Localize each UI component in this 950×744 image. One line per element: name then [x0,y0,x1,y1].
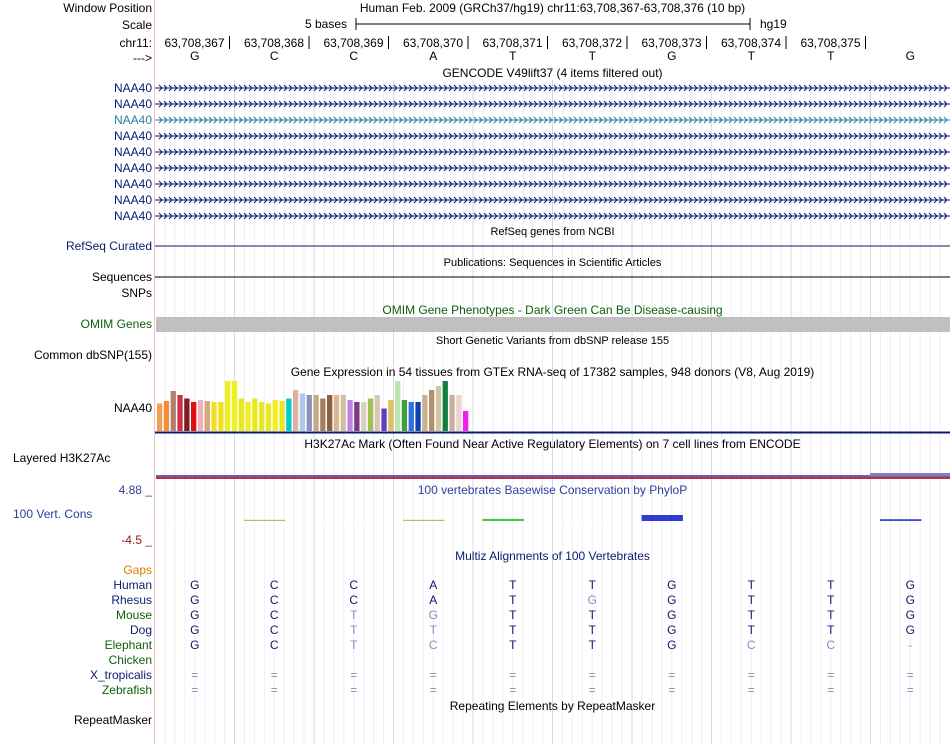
gtex-tissue-bar [218,402,223,431]
aligned-base: = [191,683,199,697]
transcript-label[interactable]: NAA40 [113,193,152,207]
h3k27ac-signal [156,475,950,477]
aligned-base: C [349,593,359,607]
aligned-base: = [588,668,596,682]
gtex-tissue-bar [184,399,189,432]
gtex-tissue-bar [415,402,420,431]
gtex-tissue-bar [164,401,169,431]
gtex-tissue-bar [307,395,312,431]
omim-phenotype-bar [156,317,950,332]
transcript-label[interactable]: NAA40 [113,145,152,159]
gtex-tissue-bar [252,399,257,432]
species-label[interactable]: Rhesus [111,593,152,607]
aligned-base: = [668,683,676,697]
reference-base: T [509,49,517,63]
aligned-base: G [190,593,200,607]
gtex-tissue-bar [463,411,468,431]
strand-toggle[interactable]: ---> [133,51,152,65]
transcript-label[interactable]: NAA40 [113,81,152,95]
omim-track-title: OMIM Gene Phenotypes - Dark Green Can Be Disease-causing [382,303,723,317]
coordinate-label: 63,708,367 [164,36,225,50]
species-label[interactable]: Mouse [115,608,152,622]
aligned-base: = [429,668,437,682]
refseq-track-title: RefSeq genes from NCBI [490,226,615,238]
species-label[interactable]: Elephant [104,638,152,652]
aligned-base: T [509,578,517,592]
aligned-base: C [269,578,279,592]
aligned-base: T [588,623,596,637]
gtex-tissue-bar [273,400,278,431]
aligned-base: T [827,623,835,637]
aligned-base: T [827,578,835,592]
assembly-name: hg19 [760,17,787,31]
coordinate-label: 63,708,370 [402,36,463,50]
dbsnp-track-title: Short Genetic Variants from dbSNP release 155 [435,335,670,347]
aligned-base: C [428,638,438,652]
aligned-base: G [190,608,200,622]
aligned-base: G [190,578,200,592]
sequences-track-label[interactable]: Sequences [91,270,152,284]
gtex-tissue-bar [279,401,284,431]
gtex-tissue-bar [368,399,373,432]
aligned-base: = [668,668,676,682]
gtex-tissue-bar [436,386,441,431]
repeatmasker-track-title: Repeating Elements by RepeatMasker [449,699,656,713]
phylop-score-bar [324,521,365,522]
aligned-base: = [270,683,278,697]
aligned-base: = [906,683,914,697]
gtex-tissue-bar [293,390,298,431]
aligned-base: T [509,638,517,652]
aligned-base: T [350,623,358,637]
aligned-base: C [349,578,359,592]
aligned-base: G [428,608,438,622]
aligned-base: G [905,593,915,607]
aligned-base: T [827,593,835,607]
aligned-base: T [747,623,755,637]
transcript-label[interactable]: NAA40 [113,161,152,175]
coordinate-label: 63,708,373 [641,36,702,50]
dbsnp-track-label[interactable]: Common dbSNP(155) [33,348,152,362]
gtex-tissue-bar [286,399,291,432]
h3k27ac-track-label[interactable]: Layered H3K27Ac [13,451,111,465]
reference-base: T [747,49,755,63]
reference-base: C [269,49,279,63]
aligned-base: G [905,608,915,622]
coordinate-label: 63,708,372 [561,36,622,50]
gtex-tissue-bar [395,381,400,431]
aligned-base: C [269,623,279,637]
aligned-base: C [269,638,279,652]
coordinate-label: 63,708,369 [323,36,384,50]
aligned-base: T [350,638,358,652]
transcript-label[interactable]: NAA40 [113,97,152,111]
aligned-base: A [429,593,438,607]
aligned-base: = [827,668,835,682]
species-label[interactable]: Zebrafish [101,683,152,697]
aligned-base: T [747,578,755,592]
window-position-label: Window Position [63,1,152,15]
aligned-base: = [509,683,517,697]
aligned-base: = [350,668,358,682]
scale-label: Scale [121,18,152,32]
gtex-tissue-bar [191,402,196,431]
gtex-tissue-bar [375,395,380,431]
aligned-base: = [747,683,755,697]
refseq-track-label[interactable]: RefSeq Curated [65,239,152,253]
aligned-base: T [747,608,755,622]
gtex-tissue-bar [341,395,346,431]
reference-base: A [429,49,438,63]
gtex-tissue-bar [320,399,325,432]
phylop-score-bar [165,521,206,522]
gtex-tissue-bar [239,399,244,432]
gtex-tissue-bar [388,400,393,431]
transcript-label[interactable]: NAA40 [113,129,152,143]
gtex-tissue-bar [456,395,461,431]
reference-base: T [588,49,596,63]
window-position-title: Human Feb. 2009 (GRCh37/hg19) chr11:63,708,367-63,708,376 (10 bp) [359,1,746,15]
gaps-label: Gaps [123,563,152,577]
gtex-tissue-bar [429,390,434,431]
aligned-base: - [908,638,913,652]
aligned-base: = [270,668,278,682]
transcript-label[interactable]: NAA40 [113,209,152,223]
gtex-tissue-bar [354,402,359,431]
repeatmasker-track-label[interactable]: RepeatMasker [73,713,152,727]
gtex-tissue-bar [300,394,305,432]
reference-base: T [827,49,835,63]
gtex-tissue-bar [347,400,352,431]
multiz-track-title: Multiz Alignments of 100 Vertebrates [455,549,650,563]
aligned-base: C [826,638,836,652]
gtex-tissue-bar [232,381,237,431]
aligned-base: C [269,593,279,607]
gtex-track-title: Gene Expression in 54 tissues from GTEx RNA-seq of 17382 samples, 948 donors (V8, Aug 2019) [290,365,815,379]
aligned-base: T [588,638,596,652]
snps-track-label[interactable]: SNPs [121,286,152,300]
phylop-score-bar [403,520,444,521]
aligned-base: = [906,668,914,682]
gtex-tissue-bar [177,395,182,431]
aligned-base: C [746,638,756,652]
gtex-tissue-bar [334,395,339,431]
gtex-tissue-bar [157,404,162,432]
gtex-tissue-bar [422,395,427,431]
aligned-base: T [429,623,437,637]
gtex-tissue-bar [225,381,230,431]
aligned-base: T [588,578,596,592]
aligned-base: = [350,683,358,697]
publications-track-title: Publications: Sequences in Scientific Articles [443,257,662,269]
aligned-base: = [827,683,835,697]
phylop-score-bar [244,520,285,521]
aligned-base: G [667,608,677,622]
coordinate-label: 63,708,375 [800,36,861,50]
aligned-base: T [509,608,517,622]
gtex-tissue-bar [409,402,414,431]
gtex-tissue-bar [361,402,366,431]
omim-track-label[interactable]: OMIM Genes [80,317,152,331]
gtex-tissue-bar [211,402,216,431]
aligned-base: T [509,623,517,637]
aligned-base: = [429,683,437,697]
gencode-track-title: GENCODE V49lift37 (4 items filtered out) [442,66,663,80]
species-label[interactable]: X_tropicalis [89,668,152,682]
aligned-base: G [905,578,915,592]
species-label[interactable]: Human [113,578,152,592]
aligned-base: G [190,623,200,637]
aligned-base: G [667,578,677,592]
species-label[interactable]: Chicken [108,653,152,667]
transcript-label[interactable]: NAA40 [113,177,152,191]
chromosome-label[interactable]: chr11: [119,36,152,50]
gtex-tissue-bar [327,395,332,431]
scale-bar-text: 5 bases [305,17,348,31]
gtex-tissue-bar [402,400,407,431]
transcript-label[interactable]: NAA40 [113,113,152,127]
gtex-tissue-bar [205,401,210,431]
aligned-base: G [190,638,200,652]
aligned-base: T [827,608,835,622]
aligned-base: T [509,593,517,607]
species-label[interactable]: Dog [129,623,152,637]
aligned-base: T [747,593,755,607]
phylop-track-label[interactable]: 100 Vert. Cons [13,507,93,521]
h3k27ac-track-title: H3K27Ac Mark (Often Found Near Active Regulatory Elements) on 7 cell lines from ENCODE [304,437,801,451]
phylop-score-bar [562,521,603,522]
gtex-tissue-bar [449,395,454,431]
aligned-base: G [667,593,677,607]
h3k27ac-signal [156,477,950,479]
gtex-track-label[interactable]: NAA40 [113,401,152,415]
coordinate-label: 63,708,368 [243,36,304,50]
aligned-base: = [747,668,755,682]
gtex-tissue-bar [198,400,203,431]
coordinate-label: 63,708,371 [482,36,543,50]
phylop-track-title: 100 vertebrates Basewise Conservation by PhyloP [417,483,688,497]
gtex-tissue-bar [171,391,176,431]
phylop-ymax-label: 4.88 _ [118,483,152,497]
aligned-base: C [269,608,279,622]
reference-base: C [349,49,359,63]
phylop-score-bar [880,519,921,521]
gtex-tissue-bar [313,395,318,431]
aligned-base: = [509,668,517,682]
phylop-score-bar [801,521,842,522]
aligned-base: T [588,608,596,622]
gtex-tissue-bar [381,409,386,432]
reference-base: G [905,49,915,63]
gtex-tissue-bar [245,402,250,431]
reference-base: G [667,49,677,63]
aligned-base: G [667,623,677,637]
h3k27ac-signal [870,473,950,476]
aligned-base: T [350,608,358,622]
coordinate-label: 63,708,374 [720,36,781,50]
aligned-base: G [667,638,677,652]
gtex-tissue-bar [266,404,271,432]
aligned-base: = [588,683,596,697]
phylop-score-bar [721,521,762,522]
phylop-score-bar [483,519,524,521]
gtex-tissue-bar [443,381,448,431]
phylop-score-bar [642,515,683,521]
aligned-base: A [429,578,438,592]
aligned-base: G [905,623,915,637]
aligned-base: G [587,593,597,607]
aligned-base: = [191,668,199,682]
reference-base: G [190,49,200,63]
gtex-tissue-bar [259,402,264,431]
phylop-ymin-label: -4.5 _ [121,533,152,547]
